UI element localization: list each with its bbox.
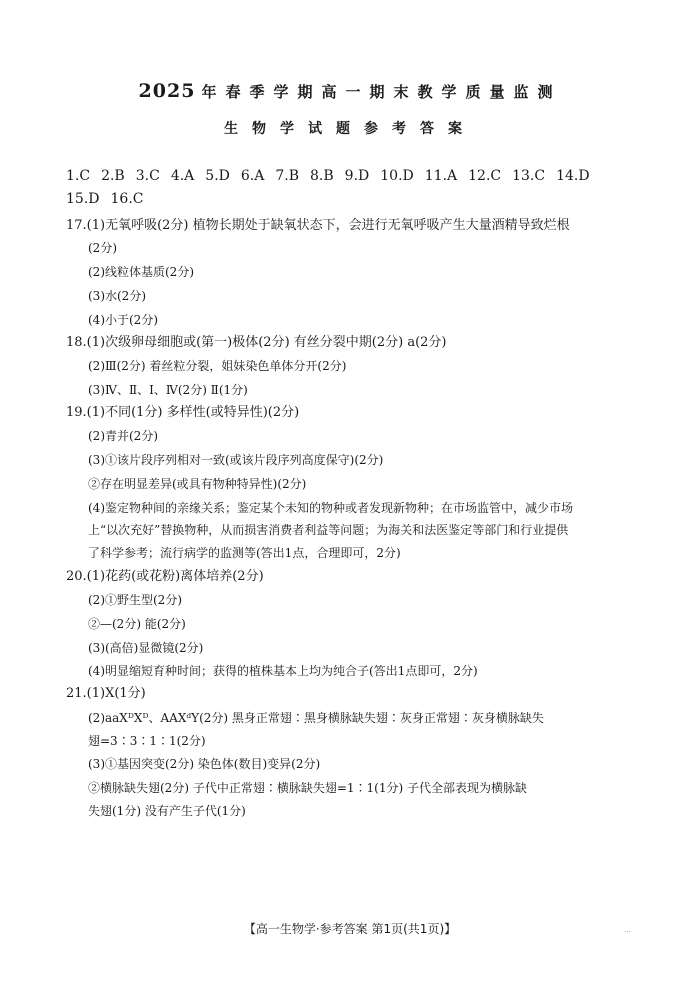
mc-answer: 15.D	[66, 191, 100, 207]
mc-answer: 11.A	[424, 168, 458, 184]
page-title	[0, 80, 700, 102]
q17-line-2: (2分)	[88, 241, 117, 255]
q18-line-1: 18.(1)次级卵母细胞或(第一)极体(2分) 有丝分裂中期(2分) a(2分)	[66, 335, 447, 350]
mc-answer: 4.A	[170, 168, 195, 184]
q19-line-5: (4)鉴定物种间的亲缘关系；鉴定某个未知的物种或者发现新物种；在市场监管中，减少市场	[88, 501, 574, 515]
mc-answer: 5.D	[205, 168, 230, 184]
mc-answer: 14.D	[556, 168, 590, 184]
corner-mark: ...	[624, 926, 631, 934]
title-text: 年春季学期高一期末教学质量监测	[201, 83, 562, 101]
q19-line-7: 了科学参考；流行病学的监测等(答出1点，合理即可，2分)	[88, 546, 401, 560]
q17-line-5: (4)小于(2分)	[88, 313, 158, 327]
q19-line-4: ②存在明显差异(或具有物种特异性)(2分)	[88, 477, 307, 491]
mc-answer: 13.C	[512, 168, 546, 184]
q18-line-3: (3)Ⅳ、Ⅱ、Ⅰ、Ⅳ(2分) Ⅱ(1分)	[88, 383, 248, 397]
q17-line-4: (3)水(2分)	[88, 289, 146, 303]
mc-answer: 1.C	[66, 168, 91, 184]
q21-line-5: ②横脉缺失翅(2分) 子代中正常翅∶横脉缺失翅=1∶1(1分) 子代全部表现为横脉缺	[88, 781, 527, 795]
q20-line-3: ②—(2分) 能(2分)	[88, 617, 186, 631]
mc-answer: 12.C	[468, 168, 502, 184]
q18-line-2: (2)Ⅲ(2分) 着丝粒分裂，姐妹染色单体分开(2分)	[88, 359, 347, 373]
mc-answer: 7.B	[275, 168, 299, 184]
q19-line-3: (3)①该片段序列相对一致(或该片段序列高度保守)(2分)	[88, 453, 384, 467]
q20-line-5: (4)明显缩短育种时间；获得的植株基本上均为纯合子(答出1点即可，2分)	[88, 664, 478, 678]
q19-line-6: 上“以次充好”替换物种，从而损害消费者利益等问题；为海关和法医鉴定等部门和行业提供	[88, 523, 569, 537]
mc-answers-row-1	[66, 168, 601, 184]
q20-line-1: 20.(1)花药(或花粉)离体培养(2分)	[66, 569, 264, 584]
page-subtitle: 生物学试题参考答案	[224, 121, 476, 137]
mc-answers-row-2	[66, 191, 154, 207]
mc-answer: 2.B	[101, 168, 125, 184]
page-footer: 【高一生物学·参考答案 第1页(共1页)】	[243, 922, 457, 936]
q21-line-6: 失翅(1分) 没有产生子代(1分)	[88, 804, 246, 818]
mc-answer: 6.A	[240, 168, 265, 184]
title-year: 2025	[138, 80, 196, 102]
q20-line-4: (3)(高倍)显微镜(2分)	[88, 641, 204, 655]
mc-answer: 3.C	[135, 168, 160, 184]
mc-answer: 16.C	[110, 191, 144, 207]
q17-line-3: (2)线粒体基质(2分)	[88, 265, 194, 279]
q17-line-1: 17.(1)无氧呼吸(2分) 植物长期处于缺氧状态下，会进行无氧呼吸产生大量酒精导致烂根	[66, 218, 570, 233]
q19-line-2: (2)青并(2分)	[88, 429, 158, 443]
q21-line-3: 翅=3∶3∶1∶1(2分)	[88, 734, 206, 748]
mc-answer: 8.B	[310, 168, 334, 184]
q20-line-2: (2)①野生型(2分)	[88, 593, 182, 607]
q21-line-4: (3)①基因突变(2分) 染色体(数目)变异(2分)	[88, 757, 321, 771]
q21-line-2: (2)aaXᴰXᴰ、AAXᵈY(2分) 黑身正常翅∶黑身横脉缺失翅∶灰身正常翅∶灰身横脉缺失	[88, 711, 544, 725]
q19-line-1: 19.(1)不同(1分) 多样性(或特异性)(2分)	[66, 405, 300, 420]
mc-answer: 9.D	[344, 168, 370, 184]
q21-line-1: 21.(1)X(1分)	[66, 686, 146, 701]
mc-answer: 10.D	[380, 168, 414, 184]
